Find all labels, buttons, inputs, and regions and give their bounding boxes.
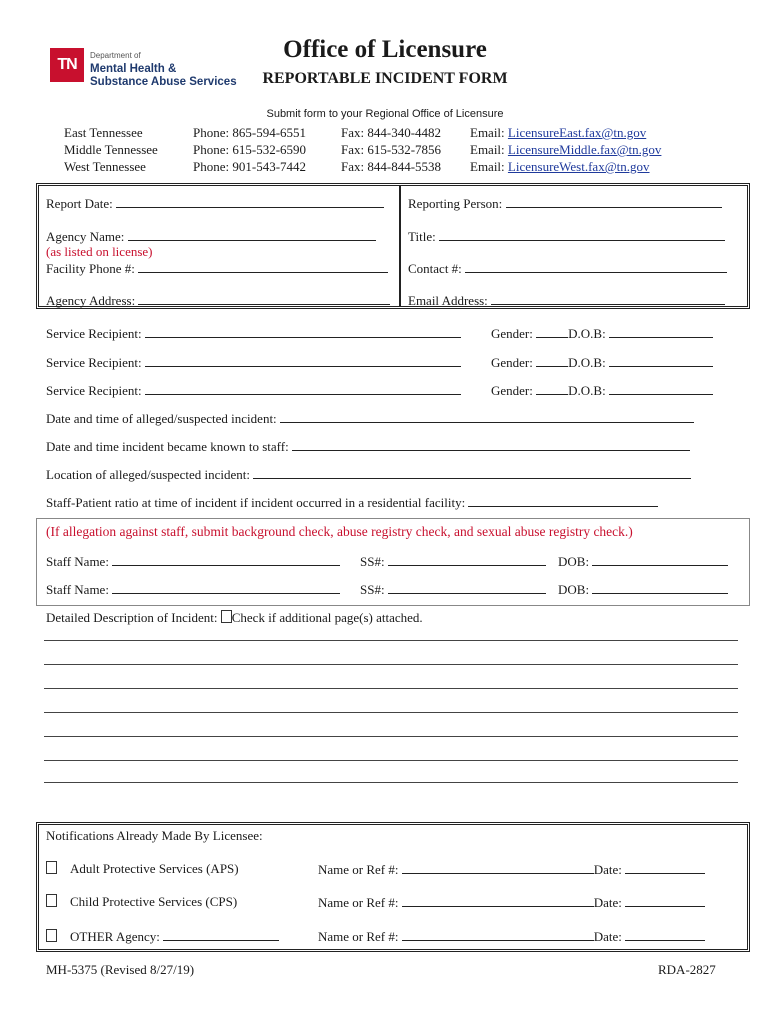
- box-divider: [399, 186, 401, 306]
- email-link-east[interactable]: LicensureEast.fax@tn.gov: [507, 125, 647, 140]
- office-region: East Tennessee: [64, 125, 143, 140]
- office-fax: Fax: 844-340-4482: [341, 125, 442, 140]
- contact-field[interactable]: Contact #:: [408, 260, 727, 277]
- reporting-person-field[interactable]: Reporting Person:: [408, 195, 722, 212]
- description-line[interactable]: [44, 664, 738, 665]
- description-line[interactable]: [44, 640, 738, 641]
- gender-dob-field[interactable]: Gender: D.O.B:: [491, 382, 713, 399]
- page-title: Office of Licensure: [283, 36, 487, 63]
- staff-notice: (If allegation against staff, submit background check, abuse registry check, and sexual abuse registry check.): [46, 524, 633, 539]
- staff-name-field[interactable]: Staff Name:: [46, 581, 340, 598]
- notification-row-cps: Child Protective Services (CPS): [46, 894, 237, 910]
- staff-dob-field[interactable]: DOB:: [558, 581, 728, 598]
- office-email: Email: LicensureWest.fax@tn.gov: [470, 159, 650, 174]
- notification-row-other: OTHER Agency:: [46, 928, 279, 945]
- description-line[interactable]: [44, 782, 738, 783]
- notifications-heading: Notifications Already Made By Licensee:: [46, 828, 263, 843]
- description-line[interactable]: [44, 712, 738, 713]
- cps-ref-field[interactable]: Name or Ref #: Date:: [318, 894, 705, 911]
- office-email: Email: LicensureMiddle.fax@tn.gov: [470, 142, 662, 157]
- other-agency-field[interactable]: [163, 928, 279, 941]
- staff-ss-field[interactable]: SS#:: [360, 553, 546, 570]
- facility-phone-field[interactable]: Facility Phone #:: [46, 260, 388, 277]
- description-line[interactable]: [44, 688, 738, 689]
- logo-line-1: Mental Health &: [90, 63, 177, 75]
- title-field[interactable]: Title:: [408, 228, 725, 245]
- description-label: Detailed Description of Incident: Check if additional page(s) attached.: [46, 610, 423, 625]
- office-region: West Tennessee: [64, 159, 146, 174]
- incident-location-field[interactable]: Location of alleged/suspected incident:: [46, 466, 691, 483]
- office-fax: Fax: 615-532-7856: [341, 142, 442, 157]
- report-date-field[interactable]: Report Date:: [46, 195, 384, 212]
- additional-pages-checkbox[interactable]: [221, 610, 232, 623]
- notification-row-aps: Adult Protective Services (APS): [46, 861, 239, 877]
- description-line[interactable]: [44, 760, 738, 761]
- gender-dob-field[interactable]: Gender: D.O.B:: [491, 325, 713, 342]
- logo-line-2: Substance Abuse Services: [90, 76, 237, 88]
- form-subtitle: REPORTABLE INCIDENT FORM: [262, 70, 508, 87]
- submit-instruction: Submit form to your Regional Office of Licensure: [266, 108, 504, 120]
- incident-datetime-field[interactable]: Date and time of alleged/suspected incident:: [46, 410, 694, 427]
- description-line[interactable]: [44, 736, 738, 737]
- aps-ref-field[interactable]: Name or Ref #: Date:: [318, 861, 705, 878]
- other-ref-field[interactable]: Name or Ref #: Date:: [318, 928, 705, 945]
- office-email: Email: LicensureEast.fax@tn.gov: [470, 125, 647, 140]
- email-link-middle[interactable]: LicensureMiddle.fax@tn.gov: [507, 142, 662, 157]
- service-recipient-field[interactable]: Service Recipient:: [46, 325, 461, 342]
- agency-name-field[interactable]: Agency Name:: [46, 228, 376, 245]
- gender-dob-field[interactable]: Gender: D.O.B:: [491, 354, 713, 371]
- staff-ratio-field[interactable]: Staff-Patient ratio at time of incident if incident occurred in a residential facility:: [46, 494, 658, 511]
- aps-checkbox[interactable]: [46, 861, 57, 874]
- cps-checkbox[interactable]: [46, 894, 57, 907]
- staff-dob-field[interactable]: DOB:: [558, 553, 728, 570]
- office-region: Middle Tennessee: [64, 142, 158, 157]
- tn-logo: TN: [50, 48, 84, 82]
- office-phone: Phone: 901-543-7442: [193, 159, 307, 174]
- service-recipient-field[interactable]: Service Recipient:: [46, 354, 461, 371]
- office-phone: Phone: 865-594-6551: [193, 125, 307, 140]
- email-address-field[interactable]: Email Address:: [408, 292, 725, 309]
- email-link-west[interactable]: LicensureWest.fax@tn.gov: [507, 159, 650, 174]
- logo-dept-text: Department of: [90, 51, 141, 60]
- service-recipient-field[interactable]: Service Recipient:: [46, 382, 461, 399]
- staff-ss-field[interactable]: SS#:: [360, 581, 546, 598]
- known-datetime-field[interactable]: Date and time incident became known to staff:: [46, 438, 690, 455]
- form-number: MH-5375 (Revised 8/27/19): [46, 962, 195, 977]
- office-fax: Fax: 844-844-5538: [341, 159, 442, 174]
- as-listed-note: (as listed on license): [46, 244, 153, 259]
- staff-name-field[interactable]: Staff Name:: [46, 553, 340, 570]
- agency-address-field[interactable]: Agency Address:: [46, 292, 390, 309]
- rda-number: RDA-2827: [658, 962, 716, 977]
- office-phone: Phone: 615-532-6590: [193, 142, 307, 157]
- other-checkbox[interactable]: [46, 929, 57, 942]
